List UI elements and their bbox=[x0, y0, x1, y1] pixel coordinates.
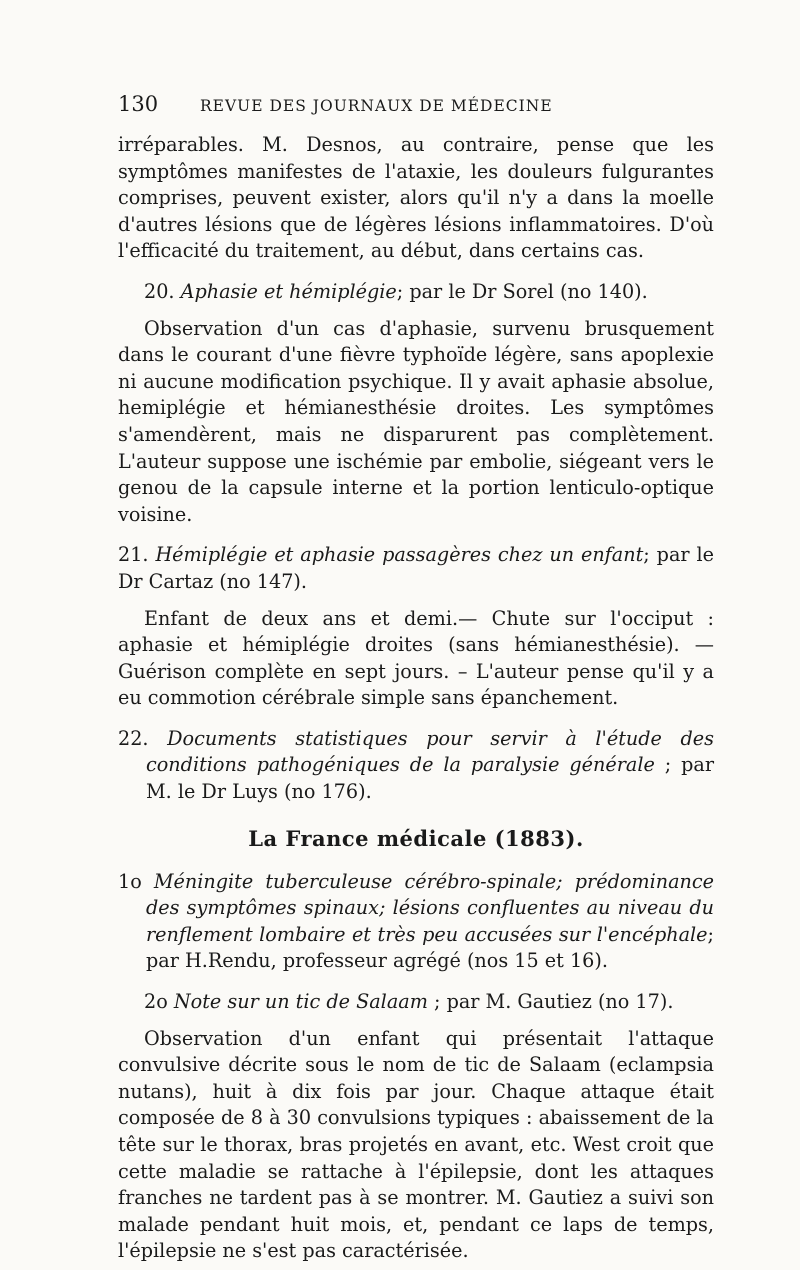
item-2-heading bbox=[144, 989, 714, 1016]
item-number: 2o bbox=[144, 990, 168, 1014]
running-head: REVUE DES JOURNAUX DE MÉDECINE bbox=[200, 97, 553, 115]
item-22-heading bbox=[118, 726, 714, 806]
item-title: Documents statistiques pour servir à l'étude des conditions pathogéniques de la paralysie générale bbox=[146, 726, 714, 777]
item-number: 20. bbox=[144, 279, 175, 303]
page-number: 130 bbox=[118, 92, 159, 116]
item-title: Note sur un tic de Salaam bbox=[173, 990, 428, 1014]
item-number: 1o bbox=[118, 869, 142, 893]
item-citation: ; par H.Rendu, professeur agrégé (nos 15 et 16). bbox=[146, 922, 714, 973]
item-citation: ; par M. Gautiez (no 17). bbox=[427, 990, 674, 1014]
section-title: La France médicale (1883). bbox=[248, 825, 584, 851]
item-citation: ; par M. le Dr Luys (no 176). bbox=[146, 753, 714, 804]
item-number: 21. bbox=[118, 543, 149, 567]
paragraph-child-case: Enfant de deux ans et demi.— Chute sur l'occiput : aphasie et hémiplégie droites (sans hémianesthésie). — Guérison complète en sept jours. – L'auteur pense qu'il y a eu commotion cérébrale simple sans épanchement. bbox=[118, 606, 714, 710]
item-title: Hémiplégie et aphasie passagères chez un enfant bbox=[155, 543, 644, 567]
paragraph-desnos: irréparables. M. Desnos, au contraire, pense que les symptômes manifestes de l'ataxie, les douleurs fulgurantes comprises, peuvent exister, alors qu'il n'y a dans la moelle d'autres lésions que de légères lésions inflammatoires. D'où l'efficacité du traitement, au début, dans certains cas. bbox=[118, 133, 714, 263]
paragraph-aphasia-observation: Observation d'un cas d'aphasie, survenu brusquement dans le courant d'une fièvre typhoïde légère, sans apoplexie ni aucune modification psychique. Il y avait aphasie absolue, hemiplégie et hémianesthésie droites. Les symptômes s'amendèrent, mais ne disparurent pas complètement. L'auteur suppose une ischémie par embolie, siégeant vers le genou de la capsule interne et la portion lenticulo-optique voisine. bbox=[118, 316, 714, 526]
item-title: Méningite tuberculeuse cérébro-spinale; prédominance des symptômes spinaux; lésions confluentes au niveau du renflement lombaire et très peu accusées sur l'encéphale bbox=[146, 869, 714, 946]
item-1-heading bbox=[118, 869, 714, 975]
item-20-heading bbox=[144, 279, 714, 306]
paragraph-salaam-observation: Observation d'un enfant qui présentait l'attaque convulsive décrite sous le nom de tic de Salaam (eclampsia nutans), huit à dix fois par jour. Chaque attaque était composée de 8 à 30 convulsions typiques : abaissement de la tête sur le thorax, bras projetés en avant, etc. West croit que cette maladie se rattache à l'épilepsie, dont les attaques franches ne tardent pas à se montrer. M. Gautiez a suivi son malade pendant huit mois, et, pendant ce laps de temps, l'épilepsie ne s'est pas caractérisée. bbox=[118, 1026, 714, 1263]
page-header bbox=[118, 92, 714, 132]
item-citation: ; par le Dr Sorel (no 140). bbox=[396, 279, 648, 303]
item-21-heading bbox=[118, 542, 714, 595]
item-citation: ; par le Dr Cartaz (no 147). bbox=[118, 543, 714, 593]
item-number: 22. bbox=[118, 726, 149, 750]
item-title: Aphasie et hémiplégie bbox=[180, 279, 397, 303]
